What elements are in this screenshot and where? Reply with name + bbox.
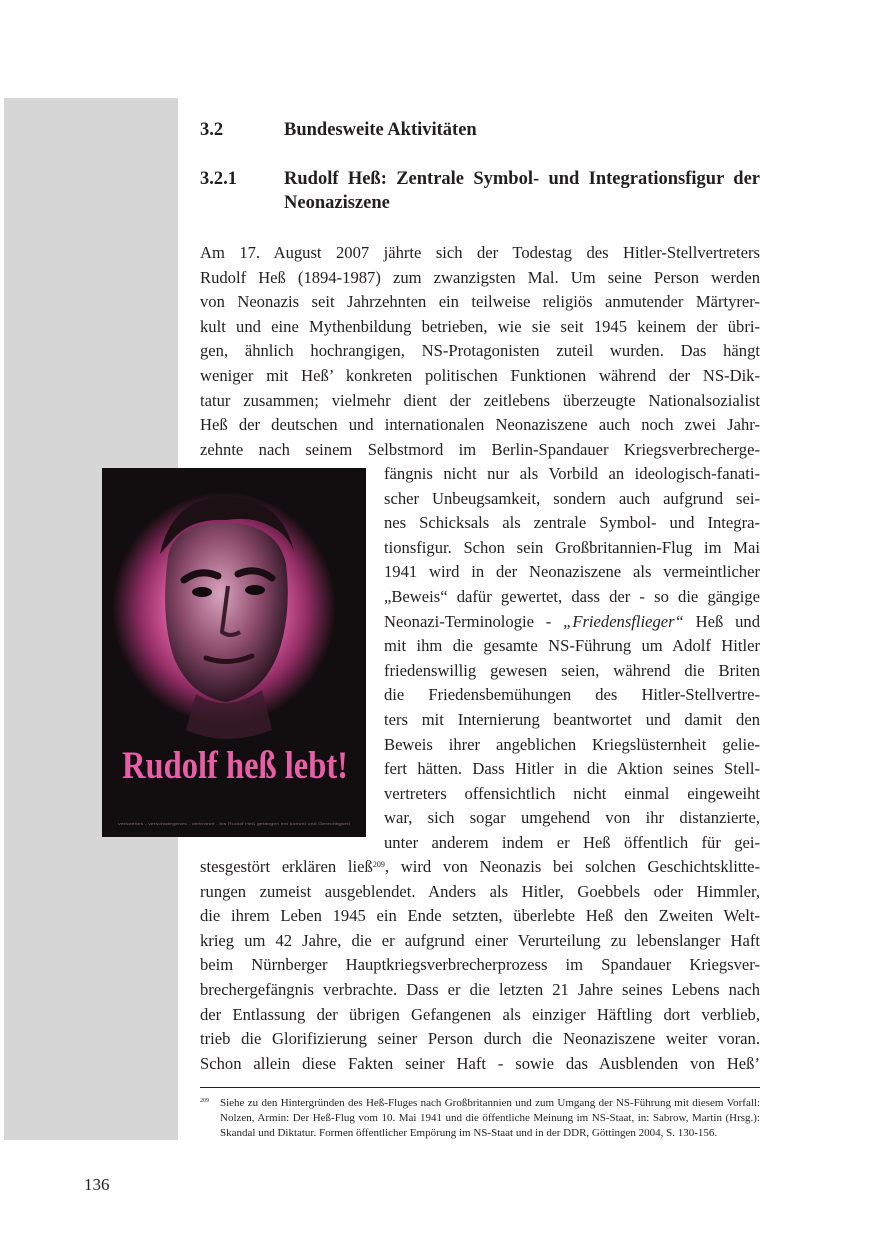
body-paragraph-part-2	[200, 855, 760, 1076]
section-number: 3.2	[200, 120, 224, 140]
body-line: nes Schicksals als zentrale Symbol- und Integra-	[384, 513, 760, 533]
body-text-fragment: stesgestört erklären ließ	[200, 857, 373, 876]
body-line: vertreters offensichtlich nicht einmal eingeweiht	[384, 783, 760, 803]
body-line: der Entlassung der übrigen Gefangenen als einziger Häftling dort verblieb,	[200, 1004, 760, 1024]
body-paragraph-part-1	[200, 241, 760, 462]
body-line: „Beweis“ dafür gewertet, dass der - so die gängige	[384, 586, 760, 606]
poster-graphic	[102, 468, 366, 837]
body-text-fragment: , wird von Neonazis bei solchen Geschichtsklitte-	[384, 857, 760, 876]
page-number: 136	[84, 1175, 110, 1194]
body-line: fängnis nicht nur als Vorbild an ideologisch-fanati-	[384, 464, 760, 483]
body-text-fragment: Heß und	[683, 611, 760, 631]
body-line: Beweis ihrer angeblichen Kriegslüsternheit gelie-	[384, 734, 760, 754]
subsection-title-line-2: Neonaziszene	[284, 193, 390, 213]
body-line: war, sich sogar umgehend von ihr distanzierte,	[384, 808, 760, 828]
body-line: tionsfigur. Schon sein Großbritannien-Flug im Mai	[384, 537, 760, 557]
body-line: unter anderem indem er Heß öffentlich für gei-	[384, 832, 760, 852]
body-line-with-italic	[384, 610, 760, 635]
footnote-text: Siehe zu den Hintergründen des Heß-Fluges nach Großbritannien und zum Umgang der NS-Führung mit diesem Vorfall: Nolzen, Armin: Der Heß-Flug vom 10. Mai 1941 und die öffentliche Meinung im NS-Staat, in: Sabrow, Martin (Hrsg.): Skandal und Diktatur. Formen öffentlicher Empörung im NS-Staat und in der DDR, Göttingen 2004, S. 130-156.	[220, 1097, 760, 1140]
section-heading	[0, 118, 878, 142]
body-line: Heß der deutschen und internationalen Neonaziszene auch noch zwei Jahr-	[200, 415, 760, 435]
section-title: Bundesweite Aktivitäten	[284, 120, 477, 140]
footnote-marker: 209	[200, 1098, 209, 1104]
rudolf-hess-poster-image	[102, 468, 366, 837]
body-line: rungen zumeist ausgeblendet. Anders als Hitler, Goebbels oder Himmler,	[200, 881, 760, 901]
body-paragraph-wrap	[384, 462, 760, 856]
body-line: die Friedensbemühungen des Hitler-Stellvertre-	[384, 685, 760, 705]
body-line: ters mit Internierung beantwortet und damit den	[384, 709, 760, 729]
body-line: Schon allein diese Fakten seiner Haft - sowie das Ausblenden von Heß’	[200, 1053, 760, 1073]
body-line: tatur zusammen; vielmehr dient der zeitlebens überzeugte Nationalsozialist	[200, 390, 760, 410]
subsection-number: 3.2.1	[200, 169, 237, 189]
body-line: beim Nürnberger Hauptkriegsverbrecherprozess im Spandauer Kriegsver-	[200, 955, 760, 975]
body-line: gen, ähnlich hochrangigen, NS-Protagonisten zuteil wurden. Das hängt	[200, 341, 760, 361]
body-line: krieg um 42 Jahre, die er aufgrund einer Verurteilung zu lebenslanger Haft	[200, 930, 760, 950]
poster-fine-print: verlorenes - verschwiegenes - verbrannt - bis Rudolf Heß gefangen frei kommt und Gerechtigkeit	[118, 821, 352, 826]
poster-slogan: Rudolf heß lebt!	[122, 744, 348, 787]
subsection-title-line-1: Rudolf Heß: Zentrale Symbol- und Integrationsfigur der	[284, 169, 760, 189]
body-line: friedenswillig gewesen seien, während die Briten	[384, 660, 760, 680]
body-line: zehnte nach seinem Selbstmord im Berlin-Spandauer Kriegsverbrecherge-	[200, 439, 760, 459]
body-line: 1941 wird in der Neonaziszene als vermeintlicher	[384, 562, 760, 582]
footnote-divider	[200, 1087, 760, 1088]
body-line: Rudolf Heß (1894-1987) zum zwanzigsten Mal. Um seine Person werden	[200, 267, 760, 287]
body-line: trieb die Glorifizierung seiner Person durch die Neonaziszene weiter voran.	[200, 1029, 760, 1049]
italic-term-friedensflieger: „Friedensflieger“	[563, 611, 684, 631]
body-line: fert hätten. Dass Hitler in die Aktion seines Stell-	[384, 759, 760, 779]
body-line: von Neonazis seit Jahrzehnten ein teilweise religiös anmutender Märtyrer-	[200, 292, 760, 312]
body-line: brechergefängnis verbrachte. Dass er die letzten 21 Jahre seines Lebens nach	[200, 979, 760, 999]
body-line: Am 17. August 2007 jährte sich der Todestag des Hitler-Stellvertreters	[200, 243, 760, 262]
body-line: kult und eine Mythenbildung betrieben, wie sie seit 1945 keinem der übri-	[200, 316, 760, 336]
body-line: weniger mit Heß’ konkreten politischen Funktionen während der NS-Dik-	[200, 365, 760, 385]
subsection-heading	[0, 167, 878, 215]
body-text-fragment: Neonazi-Terminologie -	[384, 611, 564, 631]
body-line-with-footnote-ref	[200, 855, 760, 880]
body-line: die ihrem Leben 1945 ein Ende setzten, überlebte Heß den Zweiten Welt-	[200, 906, 760, 926]
body-line: mit ihm die gesamte NS-Führung um Adolf Hitler	[384, 636, 760, 656]
footnote-reference[interactable]: 209	[372, 860, 385, 869]
body-line: scher Unbeugsamkeit, sondern auch aufgrund sei-	[384, 488, 760, 508]
